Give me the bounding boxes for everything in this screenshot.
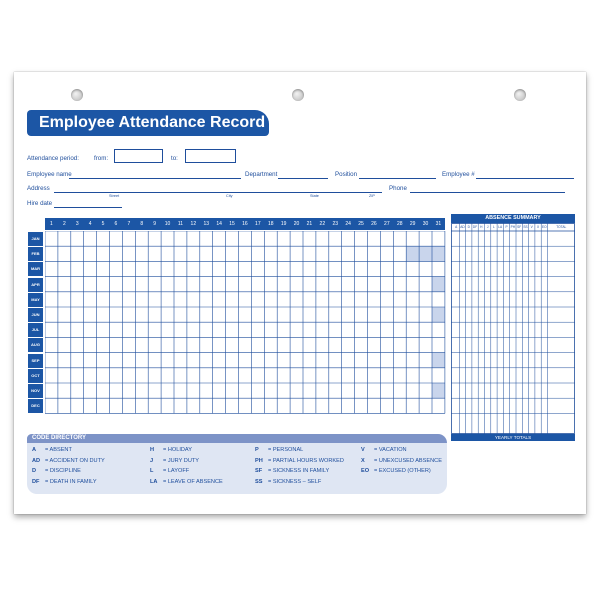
code-directory-item: [255, 458, 344, 464]
code-directory-item: [150, 468, 189, 474]
day-number: 24: [345, 221, 351, 227]
address-label: Address: [27, 185, 50, 192]
month-label: AUG: [28, 338, 43, 352]
absence-code-column: SF: [517, 225, 522, 229]
form-title: Employee Attendance Record: [27, 110, 269, 136]
day-number: 21: [306, 221, 313, 227]
absence-summary-grid[interactable]: [451, 223, 576, 435]
day-number: 27: [384, 221, 390, 227]
department-field[interactable]: [278, 178, 328, 179]
absence-code-column: L: [493, 225, 495, 229]
absence-code-column: D: [467, 225, 470, 229]
code-directory-item: [361, 458, 442, 464]
day-number: 25: [358, 221, 364, 227]
code-description: = UNEXCUSED ABSENCE: [374, 457, 442, 464]
attendance-sheet: [14, 72, 586, 514]
unused-day-cell: [406, 246, 419, 261]
code-directory-title: CODE DIRECTORY: [27, 434, 447, 443]
code-abbreviation: SS: [255, 478, 263, 485]
day-number: 26: [371, 221, 377, 227]
to-field[interactable]: [185, 149, 236, 163]
code-description: = PERSONAL: [268, 447, 304, 453]
day-number: 16: [242, 221, 248, 227]
code-abbreviation: DF: [32, 478, 40, 485]
code-description: = LEAVE OF ABSENCE: [163, 478, 223, 485]
binder-hole-icon: [71, 89, 83, 101]
department-label: Department: [245, 171, 278, 178]
code-description: = ACCIDENT ON DUTY: [45, 457, 105, 464]
absence-code-column: A: [455, 225, 458, 229]
street-sublabel: Street: [109, 194, 120, 198]
attendance-period-label: Attendance period:: [27, 155, 79, 162]
employee-number-label: Employee #: [442, 171, 475, 178]
unused-day-cell: [432, 277, 445, 292]
absence-code-column: P: [505, 225, 508, 229]
code-directory-item: [255, 468, 329, 474]
code-abbreviation: EO: [361, 468, 370, 474]
absence-summary-header: ABSENCE SUMMARY: [451, 214, 575, 223]
absence-code-column: X: [536, 225, 540, 229]
day-number: 14: [216, 221, 222, 227]
day-number: 31: [435, 221, 442, 227]
employee-number-field[interactable]: [476, 178, 574, 179]
month-label: FEB: [28, 247, 43, 261]
month-label: MAR: [28, 262, 43, 276]
month-label: DEC: [28, 399, 43, 413]
absence-code-column: TOTAL: [556, 225, 567, 229]
code-description: = LAYOFF: [163, 468, 190, 474]
month-label: NOV: [28, 384, 43, 398]
code-description: = EXCUSED (OTHER): [374, 468, 431, 474]
code-abbreviation: PH: [255, 457, 263, 464]
day-number: 15: [229, 221, 235, 227]
employee-name-field[interactable]: [69, 178, 241, 179]
absence-code-column: PH: [510, 225, 516, 229]
code-directory-panel: [27, 434, 447, 494]
position-label: Position: [335, 171, 358, 178]
day-number: 10: [164, 221, 171, 227]
code-description: = JURY DUTY: [163, 457, 200, 464]
month-label: JUN: [28, 308, 43, 322]
unused-day-cell: [419, 246, 432, 261]
position-field[interactable]: [359, 178, 436, 179]
absence-code-column: AD: [460, 225, 465, 229]
absence-code-column: V: [530, 225, 533, 229]
hire-date-label: Hire date: [27, 200, 53, 207]
address-field[interactable]: [54, 192, 382, 193]
absence-code-column: LA: [498, 225, 503, 229]
code-abbreviation: A: [32, 447, 37, 453]
absence-code-column: H: [480, 225, 483, 229]
day-number: 7: [127, 221, 131, 227]
absence-summary-border: [452, 224, 575, 434]
day-number: 19: [280, 221, 287, 227]
month-label: SEP: [28, 354, 43, 368]
month-label: APR: [28, 278, 43, 292]
code-directory-item: [361, 468, 431, 474]
code-description: = DEATH IN FAMILY: [45, 478, 97, 485]
code-abbreviation: H: [150, 447, 155, 453]
code-directory-item: [150, 458, 199, 464]
code-directory-item: [255, 447, 303, 453]
month-label: OCT: [28, 369, 43, 383]
day-number: 18: [267, 221, 274, 227]
code-directory-item: [32, 479, 97, 485]
phone-field[interactable]: [410, 192, 565, 193]
code-description: = HOLIDAY: [163, 447, 192, 453]
code-directory-item: [150, 447, 192, 453]
unused-day-cell: [432, 353, 445, 368]
code-description: = SICKNESS IN FAMILY: [268, 468, 330, 474]
day-number: 2: [62, 221, 66, 227]
month-label: JUL: [28, 323, 43, 337]
day-number: 12: [190, 221, 197, 227]
code-directory-item: [32, 458, 105, 464]
from-field[interactable]: [114, 149, 163, 163]
to-label: to:: [171, 155, 178, 162]
code-abbreviation: P: [255, 447, 259, 453]
code-directory-item: [361, 447, 407, 453]
yearly-totals-label: YEARLY TOTALS: [451, 434, 575, 441]
code-abbreviation: V: [361, 447, 365, 453]
code-directory-item: [150, 479, 223, 485]
binder-hole-icon: [514, 89, 526, 101]
code-abbreviation: L: [150, 468, 154, 474]
phone-label: Phone: [389, 185, 407, 192]
unused-day-cell: [432, 383, 445, 398]
code-abbreviation: AD: [32, 457, 41, 464]
month-label: MAY: [28, 293, 43, 307]
day-number: 17: [255, 221, 261, 227]
code-directory-item: [32, 447, 72, 453]
absence-code-column: EO: [542, 225, 547, 229]
absence-code-column: DF: [472, 225, 478, 229]
hire-date-field[interactable]: [54, 207, 122, 208]
unused-day-cell: [432, 307, 445, 322]
state-sublabel: State: [310, 194, 319, 198]
code-directory-item: [32, 468, 81, 474]
code-abbreviation: X: [361, 457, 365, 464]
code-description: = SICKNESS – SELF: [268, 478, 322, 485]
code-description: = VACATION: [374, 447, 407, 453]
code-description: = PARTIAL HOURS WORKED: [268, 457, 344, 464]
day-number: 22: [319, 221, 326, 227]
unused-day-cell: [432, 246, 445, 261]
day-number: 13: [203, 221, 210, 227]
absence-code-column: SS: [523, 225, 528, 229]
day-number: 9: [153, 221, 157, 227]
code-abbreviation: D: [32, 468, 37, 474]
day-number: 23: [332, 221, 339, 227]
day-number: 30: [422, 221, 429, 227]
day-number: 20: [293, 221, 300, 227]
day-number: 4: [88, 221, 92, 227]
employee-name-label: Employee name: [27, 171, 72, 178]
day-number: 6: [114, 221, 118, 227]
day-number: 11: [177, 221, 184, 227]
from-label: from:: [94, 155, 109, 162]
attendance-grid[interactable]: [45, 231, 446, 414]
day-number: 1: [50, 221, 53, 227]
code-description: = DISCIPLINE: [45, 468, 81, 474]
binder-hole-icon: [292, 89, 304, 101]
code-directory-item: [255, 479, 321, 485]
zip-sublabel: ZIP: [369, 194, 375, 198]
code-abbreviation: J: [150, 457, 154, 464]
city-sublabel: City: [226, 194, 233, 198]
day-number: 3: [75, 221, 79, 227]
day-number: 28: [396, 221, 403, 227]
day-number: 8: [140, 221, 144, 227]
day-number: 29: [409, 221, 416, 227]
code-abbreviation: LA: [150, 478, 158, 485]
code-description: = ABSENT: [45, 447, 72, 453]
code-abbreviation: SF: [255, 468, 263, 474]
month-label: JAN: [28, 232, 43, 246]
day-number-header: [45, 218, 445, 230]
day-number: 5: [101, 221, 105, 227]
absence-code-column: J: [486, 225, 489, 229]
